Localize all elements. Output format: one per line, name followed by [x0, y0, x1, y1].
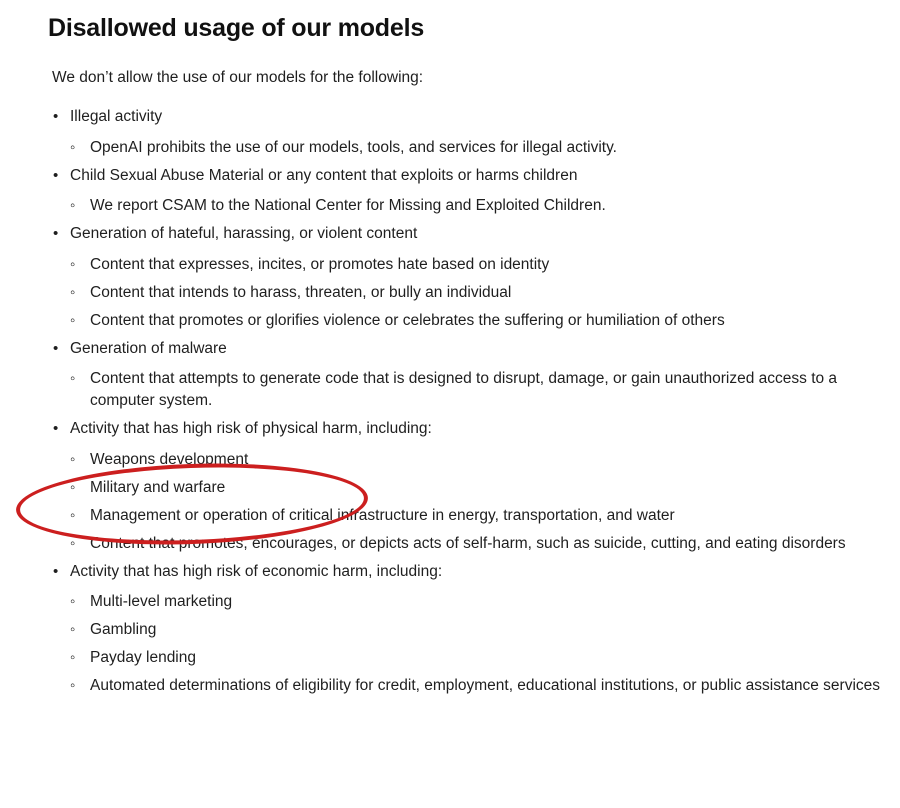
sub-list-item: ◦ Content that promotes or glorifies violence or celebrates the suffering or humiliation of others	[70, 310, 900, 332]
sub-list-item: ◦ OpenAI prohibits the use of our models, tools, and services for illegal activity.	[70, 137, 900, 159]
list-item-label: • Generation of hateful, harassing, or violent content	[70, 223, 900, 247]
page-title: Disallowed usage of our models	[48, 14, 425, 42]
sub-list	[70, 368, 900, 412]
sub-list-item: ◦ Management or operation of critical infrastructure in energy, transportation, and water	[70, 505, 900, 527]
sub-list	[70, 195, 900, 217]
list-item	[0, 561, 900, 697]
sub-list	[70, 137, 900, 159]
intro-paragraph: We don’t allow the use of our models for the following:	[52, 68, 424, 86]
list-item	[0, 418, 900, 554]
sub-list-item: ◦ Multi-level marketing	[70, 591, 900, 613]
list-item	[0, 338, 900, 412]
sub-list-item: ◦ Payday lending	[70, 647, 900, 669]
sub-list-item: ◦ We report CSAM to the National Center for Missing and Exploited Children.	[70, 195, 900, 217]
sub-list-item: ◦ Content that expresses, incites, or promotes hate based on identity	[70, 254, 900, 276]
sub-list	[70, 254, 900, 332]
list-item	[0, 223, 900, 331]
list-item-label: • Generation of malware	[70, 338, 900, 362]
list-item-label: • Activity that has high risk of physical harm, including:	[70, 418, 900, 442]
sub-list-item: ◦ Content that attempts to generate code that is designed to disrupt, damage, or gain unauthorized access to a computer system.	[70, 368, 900, 412]
sub-list-item: ◦ Content that intends to harass, threaten, or bully an individual	[70, 282, 900, 304]
list-item-label: • Activity that has high risk of economic harm, including:	[70, 561, 900, 585]
list-item	[0, 106, 900, 158]
sub-list	[70, 591, 900, 697]
disallowed-usage-list	[0, 88, 900, 697]
list-item-label: • Illegal activity	[70, 106, 900, 130]
sub-list-item: ◦ Automated determinations of eligibility for credit, employment, educational institutions, or public assistance services	[70, 675, 900, 697]
sub-list-item: ◦ Gambling	[70, 619, 900, 641]
list-item	[0, 165, 900, 217]
list-item-label: • Child Sexual Abuse Material or any content that exploits or harms children	[70, 165, 900, 189]
sub-list	[70, 449, 900, 555]
sub-list-item: ◦ Military and warfare	[70, 477, 900, 499]
sub-list-item: ◦ Weapons development	[70, 449, 900, 471]
sub-list-item: ◦ Content that promotes, encourages, or depicts acts of self-harm, such as suicide, cutting, and eating disorders	[70, 533, 900, 555]
